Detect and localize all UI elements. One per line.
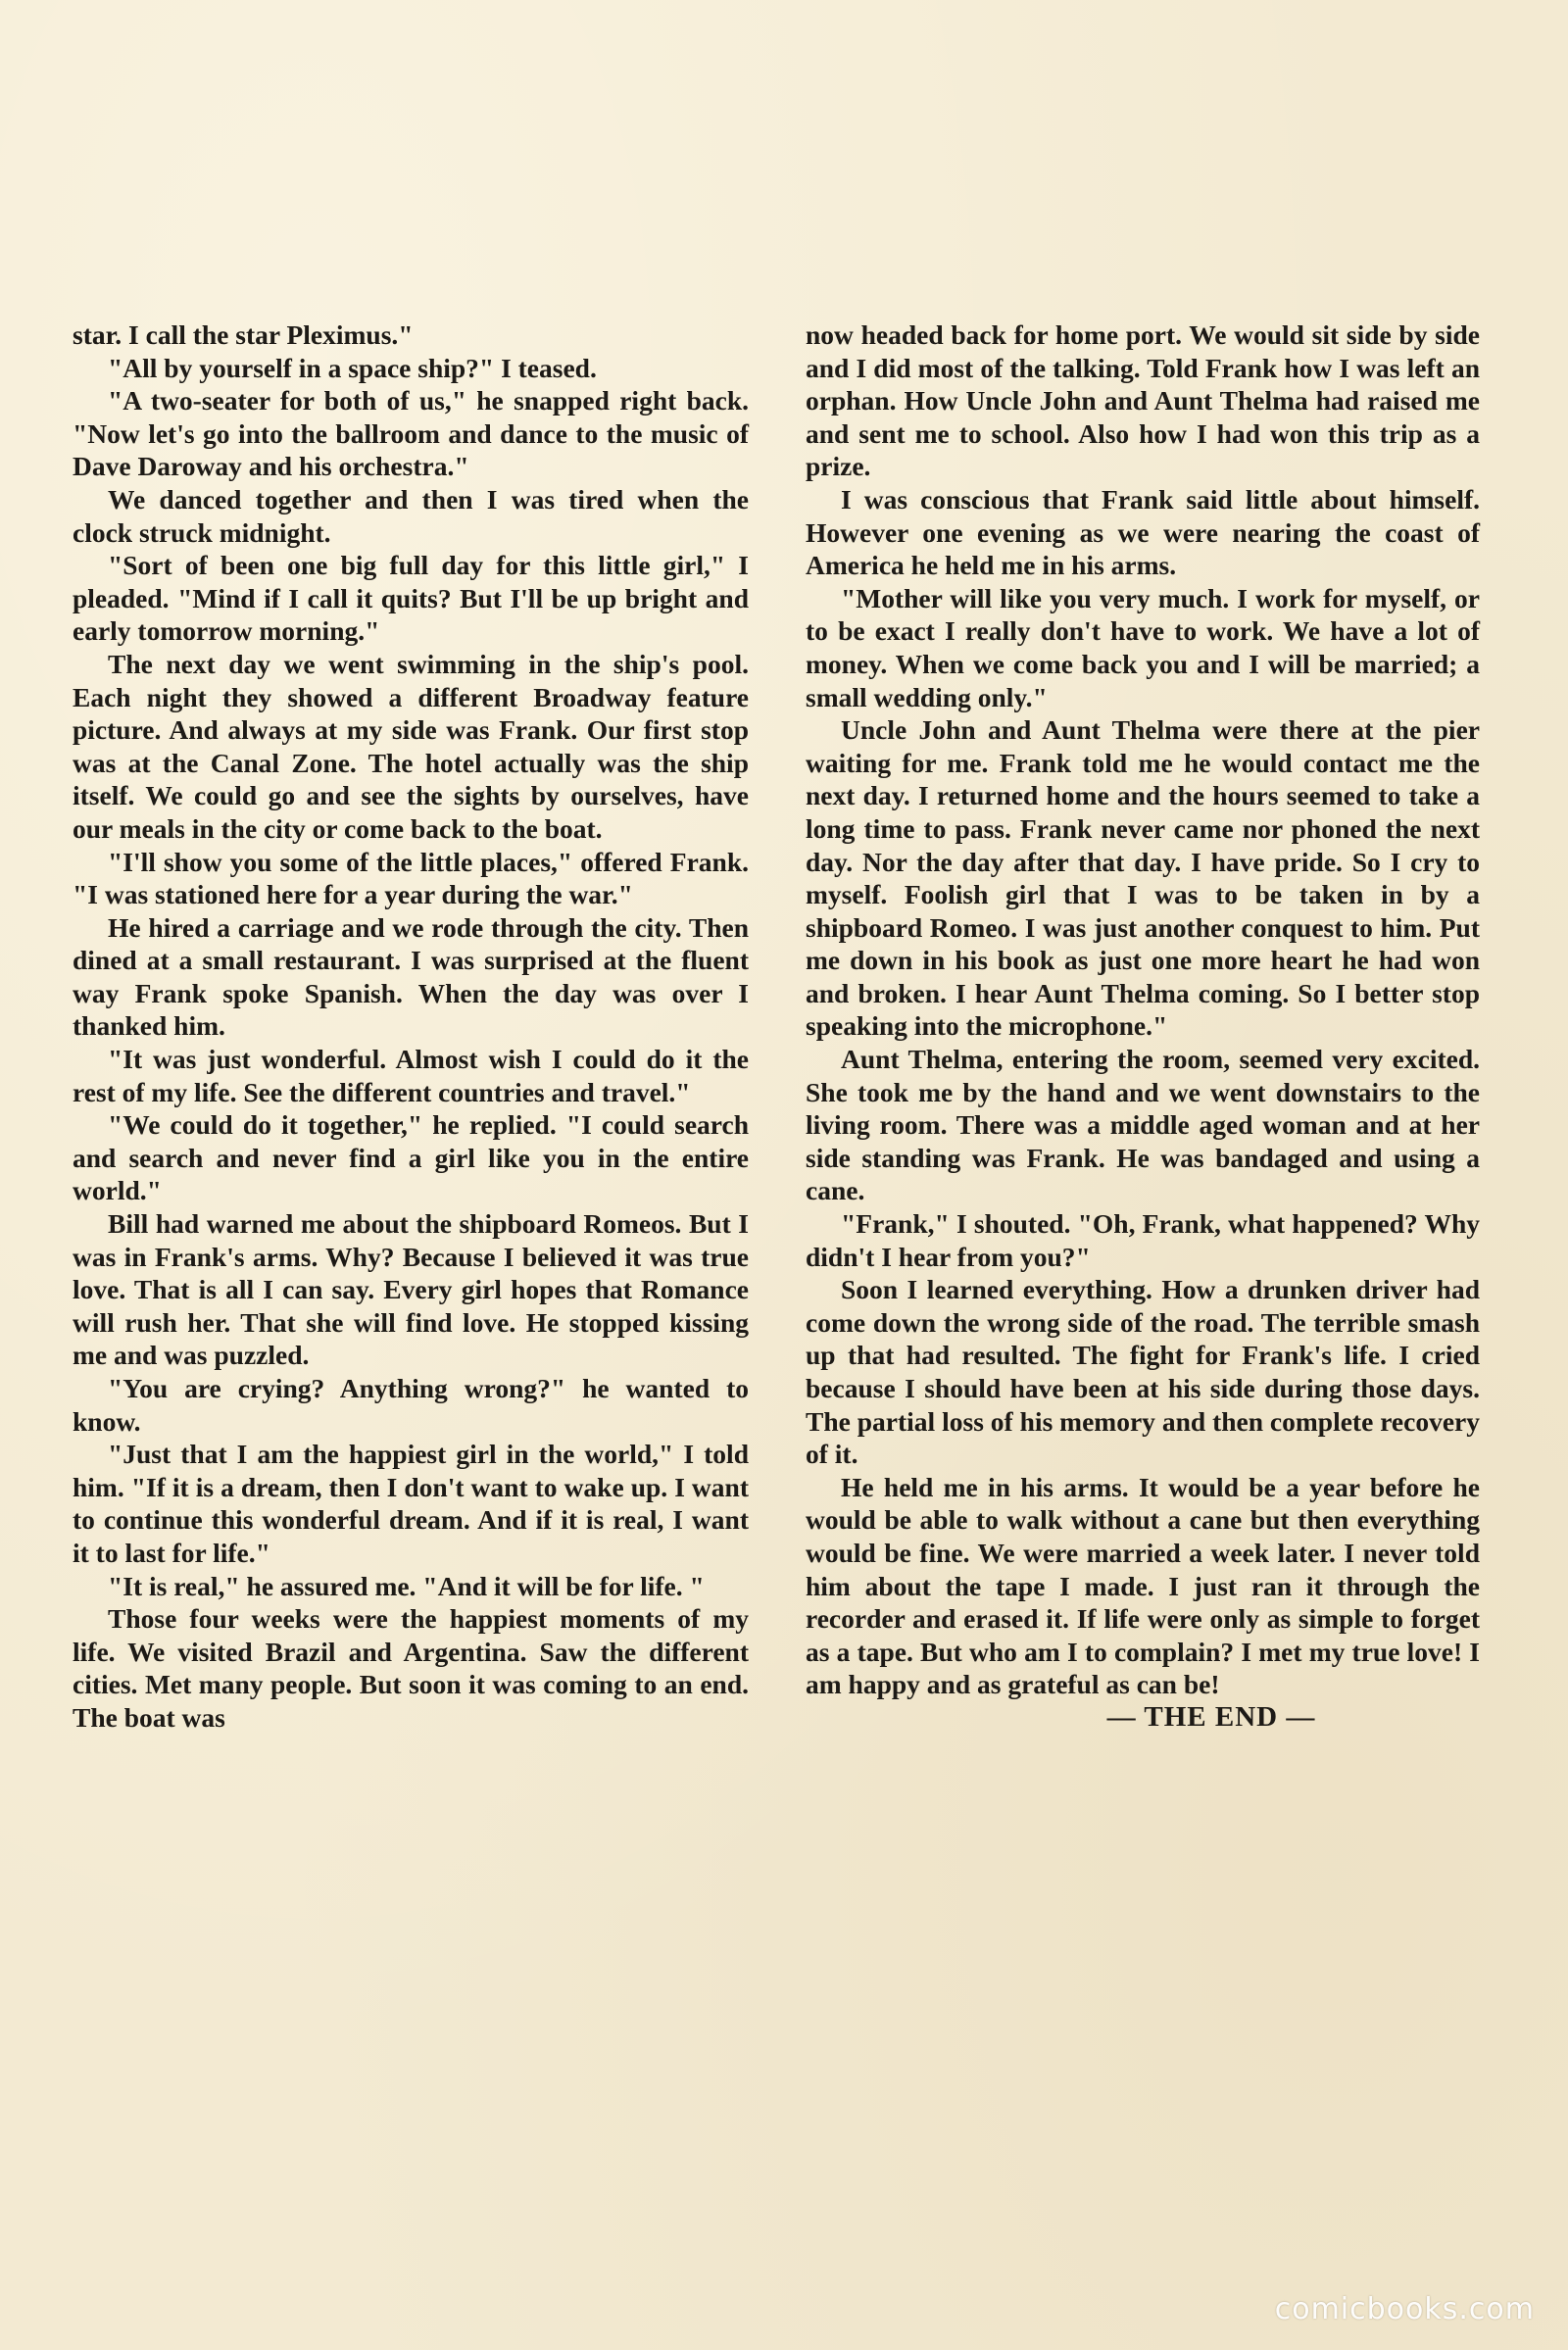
paragraph: Uncle John and Aunt Thelma were there at the pier waiting for me. Frank told me he would contact me the next day. I returned home and the hours seemed to take a long time to pass. Frank never came nor phoned the next day. Nor the day after that day. I have pride. So I cry to myself. Foolish girl that I was to be taken in by a shipboard Romeo. I was just another conquest to him. Put me down in his book as just one more heart he had won and broken. I hear Aunt Thelma coming. So I better stop speaking into the microphone." (806, 714, 1480, 1042)
paragraph: He held me in his arms. It would be a year before he would be able to walk without a cane but then everything would be fine. We were married a week later. I never told him about the tape I made. I just ran it through the recorder and erased it. If life were only as simple to forget as a tape. But who am I to complain? I met my true love! I am happy and as grateful as can be! (806, 1471, 1480, 1700)
paragraph: He hired a carriage and we rode through the city. Then dined at a small restaurant. I was surprised at the fluent way Frank spoke Spanish. When the day was over I thanked him. (73, 911, 749, 1042)
paragraph: I was conscious that Frank said little about himself. However one evening as we were nearing the coast of America he held me in his arms. (806, 483, 1480, 581)
paragraph: now headed back for home port. We would sit side by side and I did most of the talking. Told Frank how I was left an orphan. How Uncle John and Aunt Thelma had raised me and sent me to school. Also how I had won this trip as a prize. (806, 319, 1480, 482)
paragraph: "All by yourself in a space ship?" I teased. (108, 352, 597, 383)
paragraph: "Frank," I shouted. "Oh, Frank, what happened? Why didn't I hear from you?" (806, 1208, 1480, 1272)
left-text-column (73, 318, 749, 1735)
paragraph: "Sort of been one big full day for this little girl," I pleaded. "Mind if I call it quits? But I'll be up bright and early tomorrow morning." (73, 550, 749, 647)
paragraph: "Just that I am the happiest girl in the world," I told him. "If it is a dream, then I don't want to wake up. I want to continue this wonderful dream. And if it is real, I want it to last for life." (73, 1439, 749, 1568)
paragraph: "A two-seater for both of us," he snapped right back. "Now let's go into the ballroom and dance to the music of Dave Daroway and his orchestra." (73, 385, 749, 482)
paragraph: Bill had warned me about the shipboard Romeos. But I was in Frank's arms. Why? Because I believed it was true love. That is all I can say. Every girl hopes that Romance will rush her. That she will find love. He stopped kissing me and was puzzled. (73, 1208, 749, 1371)
paragraph: The next day we went swimming in the ship's pool. Each night they showed a different Broadway feature picture. And always at my side was Frank. Our first stop was at the Canal Zone. The hotel actually was the ship itself. We could go and see the sights by ourselves, have our meals in the city or come back to the boat. (73, 648, 749, 844)
paragraph: "You are crying? Anything wrong?" he wanted to know. (73, 1373, 749, 1437)
paragraph: Those four weeks were the happiest moments of my life. We visited Brazil and Argentina. Saw the different cities. Met many people. But soon it was coming to an end. The boat was (73, 1603, 749, 1733)
paragraph: "We could do it together," he replied. "I could search and search and never find a girl like you in the entire world." (73, 1109, 749, 1206)
paragraph: We danced together and then I was tired when the clock struck midnight. (73, 483, 749, 548)
paragraph: "Mother will like you very much. I work for myself, or to be exact I really don't have to work. We have a lot of money. When we come back you and I will be married; a small wedding only." (806, 582, 1480, 712)
the-end-label: — THE END — (1106, 1700, 1316, 1733)
paragraph: Aunt Thelma, entering the room, seemed very excited. She took me by the hand and we went downstairs to the living room. There was a middle aged woman and at her side standing was Frank. He was bandaged and using a cane. (806, 1044, 1480, 1206)
paragraph: Soon I learned everything. How a drunken driver had come down the wrong side of the road. The terrible smash up that had resulted. The fight for Frank's life. I cried because I should have been at his side during those days. The partial loss of his memory and then complete recovery of it. (806, 1274, 1480, 1470)
paragraph: "I'll show you some of the little places," offered Frank. "I was stationed here for a year during the war." (73, 846, 749, 910)
paragraph: star. I call the star Pleximus." (73, 319, 414, 350)
site-watermark: comicbooks.com (1274, 2292, 1535, 2326)
right-text-column (806, 318, 1480, 1735)
paragraph: "It is real," he assured me. "And it will be for life. " (108, 1570, 705, 1601)
paragraph: "It was just wonderful. Almost wish I could do it the rest of my life. See the different countries and travel." (73, 1044, 749, 1107)
